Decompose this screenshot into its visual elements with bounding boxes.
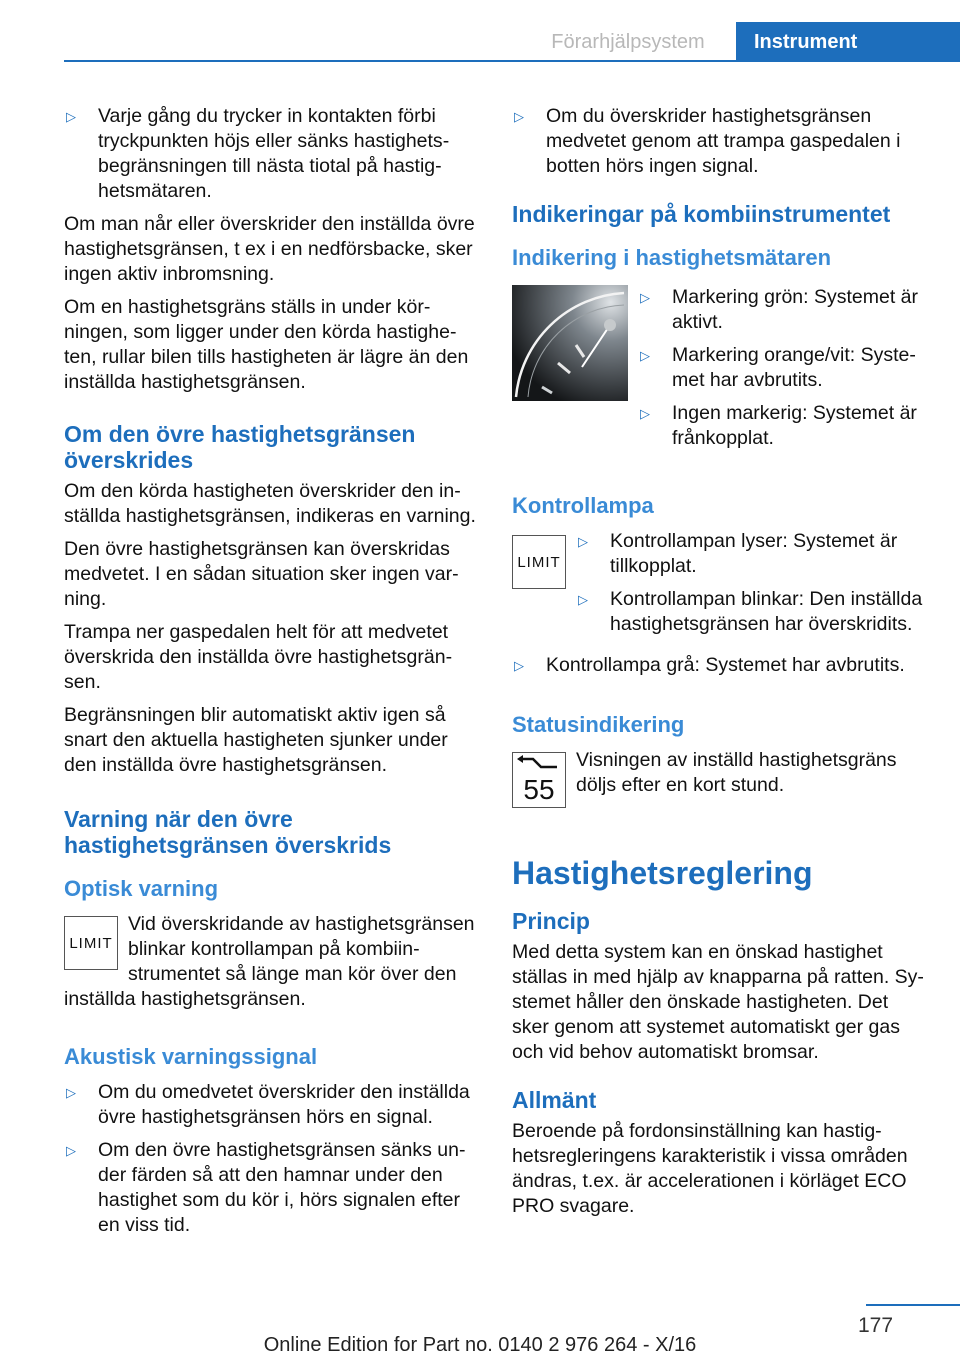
subsection-heading: Optisk varning	[64, 876, 219, 901]
page-number: 177	[858, 1314, 894, 1337]
left-column	[64, 104, 482, 1246]
list-item: ▷ Markering orange/vit: Systemet har avbrutits.	[640, 344, 916, 391]
section-heading: Indikeringar på kombiinstrumentet	[512, 201, 891, 227]
subsection-heading: Indikering i hastighetsmätaren	[512, 245, 832, 270]
subsection-heading: Statusindikering	[512, 712, 685, 737]
footer-rule	[866, 1304, 960, 1306]
list-item: ▷ Om du omedvetet överskrider den inställda övre hastighetsgränsen hörs en signal.	[66, 1081, 470, 1128]
paragraph: Om en hastighetsgräns ställs in under körningen, som ligger under den körda hastigheten, rullar bilen tills hastigheten är lägre än den inställda hastighetsgränsen.	[64, 296, 469, 393]
bullet-triangle-icon: ▷	[66, 109, 76, 124]
paragraph: Om man når eller överskrider den inställda övre hastighetsgränsen, t ex i en nedförsbacke, sker ingen aktiv inbromsning.	[64, 213, 475, 285]
subsection-heading: Akustisk varningssignal	[64, 1044, 318, 1069]
list-item: ▷ Markering grön: Systemet är aktivt.	[640, 286, 919, 333]
bullet-triangle-icon: ▷	[578, 534, 588, 549]
list-item: ▷ Om du överskrider hastighetsgränsen medvetet genom att trampa gaspedalen i botten hörs ingen signal.	[514, 105, 901, 177]
header-rule	[64, 60, 960, 62]
paragraph: Beroende på fordonsinställning kan hastighetsregleringens karakteristik i vissa områden ändras, t.ex. är accelerationen i körläget ECO PRO svagare.	[512, 1120, 908, 1217]
right-column	[512, 104, 928, 1227]
subsection-heading: Kontrollampa	[512, 493, 654, 518]
optical-warning-block	[64, 912, 482, 1012]
header-chapter-tab: Instrument	[736, 22, 960, 62]
list-item: ▷ Om den övre hastighetsgränsen sänks under färden så att den hamnar under den hastighet som du kör i, hörs signalen efter en viss tid.	[66, 1139, 466, 1236]
section-heading: Varning när den övre hastighetsgränsen överskrids	[64, 806, 392, 858]
list-item: ▷ Ingen markerig: Systemet är frånkopplat.	[640, 402, 917, 449]
section-heading: Allmänt	[512, 1087, 597, 1113]
paragraph: Med detta system kan en önskad hastighet ställas in med hjälp av knapparna på ratten. Systemet håller den önskade hastigheten. Det sker genom att systemet automatiskt ger gas och vid behov automatiskt bromsar.	[512, 941, 924, 1063]
speedometer-image	[512, 285, 628, 401]
speed-symbol-icon	[513, 755, 565, 775]
list-item: ▷ Varje gång du trycker in kontakten förbi tryckpunkten höjs eller sänks hastighetsbegränsningen till nästa tiotal på hastighetsmätaren.	[66, 105, 450, 202]
paragraph: Begränsningen blir automatiskt aktiv igen så snart den aktuella hastigheten sjunker under den inställda övre hastighetsgränsen.	[64, 704, 448, 776]
bullet-triangle-icon: ▷	[640, 406, 650, 421]
page-header	[0, 0, 960, 62]
bullet-triangle-icon: ▷	[514, 658, 524, 673]
bullet-triangle-icon: ▷	[640, 290, 650, 305]
control-lamp-block	[512, 529, 928, 645]
bullet-triangle-icon: ▷	[578, 592, 588, 607]
footer-edition-note: Online Edition for Part no. 0140 2 976 264 - X/16	[263, 1334, 697, 1356]
paragraph: Den övre hastighetsgränsen kan överskridas medvetet. I en sådan situation sker ingen varning.	[64, 538, 459, 610]
limit-indicator-icon: LIMIT	[512, 535, 566, 589]
section-heading: Om den övre hastighetsgränsen överskrides	[64, 421, 416, 473]
paragraph: Visningen av inställd hastighetsgräns döljs efter en kort stund.	[576, 749, 897, 796]
bullet-triangle-icon: ▷	[66, 1085, 76, 1100]
list-item: ▷ Kontrollampan lyser: Systemet är tillkopplat.	[578, 530, 898, 577]
paragraph: Om den körda hastigheten överskrider den inställda hastighetsgränsen, indikeras en varning.	[64, 480, 476, 527]
section-heading: Princip	[512, 908, 590, 934]
bullet-triangle-icon: ▷	[514, 109, 524, 124]
speedometer-block	[512, 285, 928, 459]
list-item: ▷ Kontrollampa grå: Systemet har avbrutits.	[514, 654, 905, 676]
bullet-triangle-icon: ▷	[640, 348, 650, 363]
list-item: ▷ Kontrollampan blinkar: Den inställda hastighetsgränsen har överskridits.	[578, 588, 923, 635]
speed-limit-display-icon: 55	[512, 752, 566, 808]
paragraph: Trampa ner gaspedalen helt för att medvetet överskrida den inställda övre hastighetsgränsen.	[64, 621, 453, 693]
status-display-block	[512, 748, 928, 808]
paragraph: Vid överskridande av hastighetsgränsen blinkar kontrollampan på kombiinstrumentet så länge man kör över den inställda hastighetsgränsen.	[64, 913, 475, 1010]
bullet-triangle-icon: ▷	[66, 1143, 76, 1158]
limit-indicator-icon: LIMIT	[64, 916, 118, 970]
header-section-label: Förarhjälpsystem	[551, 31, 705, 53]
chapter-heading: Hastighetsreglering	[512, 855, 813, 891]
